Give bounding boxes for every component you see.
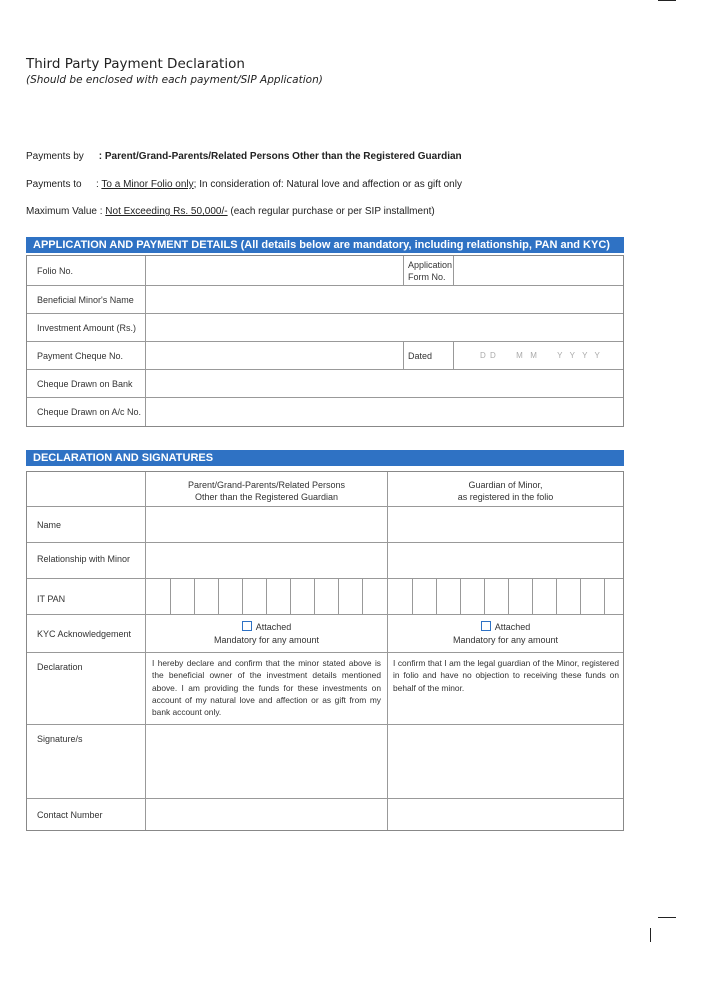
declaration-label: Declaration <box>37 662 83 672</box>
parent-signature-field[interactable] <box>147 726 386 797</box>
parent-kyc-checkbox[interactable] <box>242 621 252 631</box>
beneficial-minor-name-label: Beneficial Minor's Name <box>37 295 134 305</box>
relationship-label: Relationship with Minor <box>37 554 131 564</box>
guardian-name-field[interactable] <box>389 508 622 541</box>
payments-by-label: Payments by <box>26 151 84 162</box>
application-form-no-label: Application Form No. <box>408 260 453 282</box>
max-value-label: Maximum Value : <box>26 206 103 217</box>
parent-kyc-attached: Attached <box>255 622 292 632</box>
dated-label: Dated <box>408 351 433 361</box>
application-banner: APPLICATION AND PAYMENT DETAILS (All details below are mandatory, including relationship, PAN and KYC) <box>26 237 624 253</box>
col-parent-header: Parent/Grand-Parents/Related Persons Other than the Registered Guardian <box>187 480 346 502</box>
payments-to-rest: ; In consideration of: Natural love and affection or as gift only <box>193 179 462 190</box>
cheque-ac-field[interactable] <box>147 398 621 425</box>
col-guardian-header: Guardian of Minor, as registered in the folio <box>457 480 554 502</box>
guardian-relationship-field[interactable] <box>389 544 622 577</box>
folio-no-field[interactable] <box>147 257 401 284</box>
guardian-pan-field[interactable] <box>389 580 622 613</box>
parent-declaration-text: I hereby declare and confirm that the minor stated above is the beneficial owner of the investment details mentioned above. I am providing the funds for these investments on account of my natural love and affection or as gift from my bank account only. <box>152 658 381 718</box>
guardian-signature-field[interactable] <box>389 726 622 797</box>
it-pan-label: IT PAN <box>37 594 66 604</box>
payments-to-underlined: To a Minor Folio only <box>101 179 194 190</box>
investment-amount-field[interactable] <box>147 314 621 340</box>
crop-mark-bottom <box>658 917 676 918</box>
guardian-declaration-text: I confirm that I am the legal guardian of the Minor, registered in folio and have no objection to receiving these funds on behalf of the minor. <box>393 658 619 693</box>
payments-by-row <box>26 151 462 162</box>
parent-pan-field[interactable] <box>147 580 386 613</box>
parent-relationship-field[interactable] <box>147 544 386 577</box>
investment-amount-label: Investment Amount (Rs.) <box>37 323 137 333</box>
cheque-bank-field[interactable] <box>147 370 621 396</box>
parent-name-field[interactable] <box>147 508 386 541</box>
payments-to-row <box>26 179 462 190</box>
parent-contact-field[interactable] <box>147 800 386 829</box>
max-value-rest: (each regular purchase or per SIP installment) <box>230 206 435 217</box>
payments-to-label: Payments to <box>26 179 82 190</box>
payment-cheque-no-label: Payment Cheque No. <box>37 351 124 361</box>
declaration-banner: DECLARATION AND SIGNATURES <box>26 450 624 466</box>
name-label: Name <box>37 520 62 530</box>
signatures-label: Signature/s <box>37 734 83 744</box>
kyc-label: KYC Acknowledgement <box>37 629 132 639</box>
max-value-row <box>26 206 435 217</box>
parent-kyc-cell <box>146 621 387 646</box>
page-subtitle: (Should be enclosed with each payment/SIP Application) <box>26 74 323 86</box>
payments-to-prefix: : <box>96 179 99 190</box>
contact-number-label: Contact Number <box>37 810 103 820</box>
guardian-kyc-attached: Attached <box>494 622 531 632</box>
guardian-kyc-mandatory: Mandatory for any amount <box>452 635 559 645</box>
beneficial-minor-name-field[interactable] <box>147 286 621 312</box>
folio-no-label: Folio No. <box>37 266 74 276</box>
crop-mark-top <box>658 0 676 1</box>
date-format-hint[interactable]: D D M M Y Y Y Y <box>480 351 601 360</box>
cheque-bank-label: Cheque Drawn on Bank <box>37 379 133 389</box>
application-form-no-field[interactable] <box>455 257 621 284</box>
cheque-ac-label: Cheque Drawn on A/c No. <box>37 407 142 417</box>
guardian-contact-field[interactable] <box>389 800 622 829</box>
declaration-table <box>26 471 624 831</box>
page-title: Third Party Payment Declaration <box>26 56 245 72</box>
payments-by-value: : Parent/Grand-Parents/Related Persons Other than the Registered Guardian <box>98 151 462 162</box>
payment-cheque-no-field[interactable] <box>147 342 401 368</box>
max-value-underlined: Not Exceeding Rs. 50,000/- <box>105 206 228 217</box>
application-table <box>26 255 624 427</box>
guardian-kyc-checkbox[interactable] <box>481 621 491 631</box>
crop-mark-side <box>650 928 651 942</box>
parent-kyc-mandatory: Mandatory for any amount <box>213 635 320 645</box>
guardian-kyc-cell <box>388 621 623 646</box>
